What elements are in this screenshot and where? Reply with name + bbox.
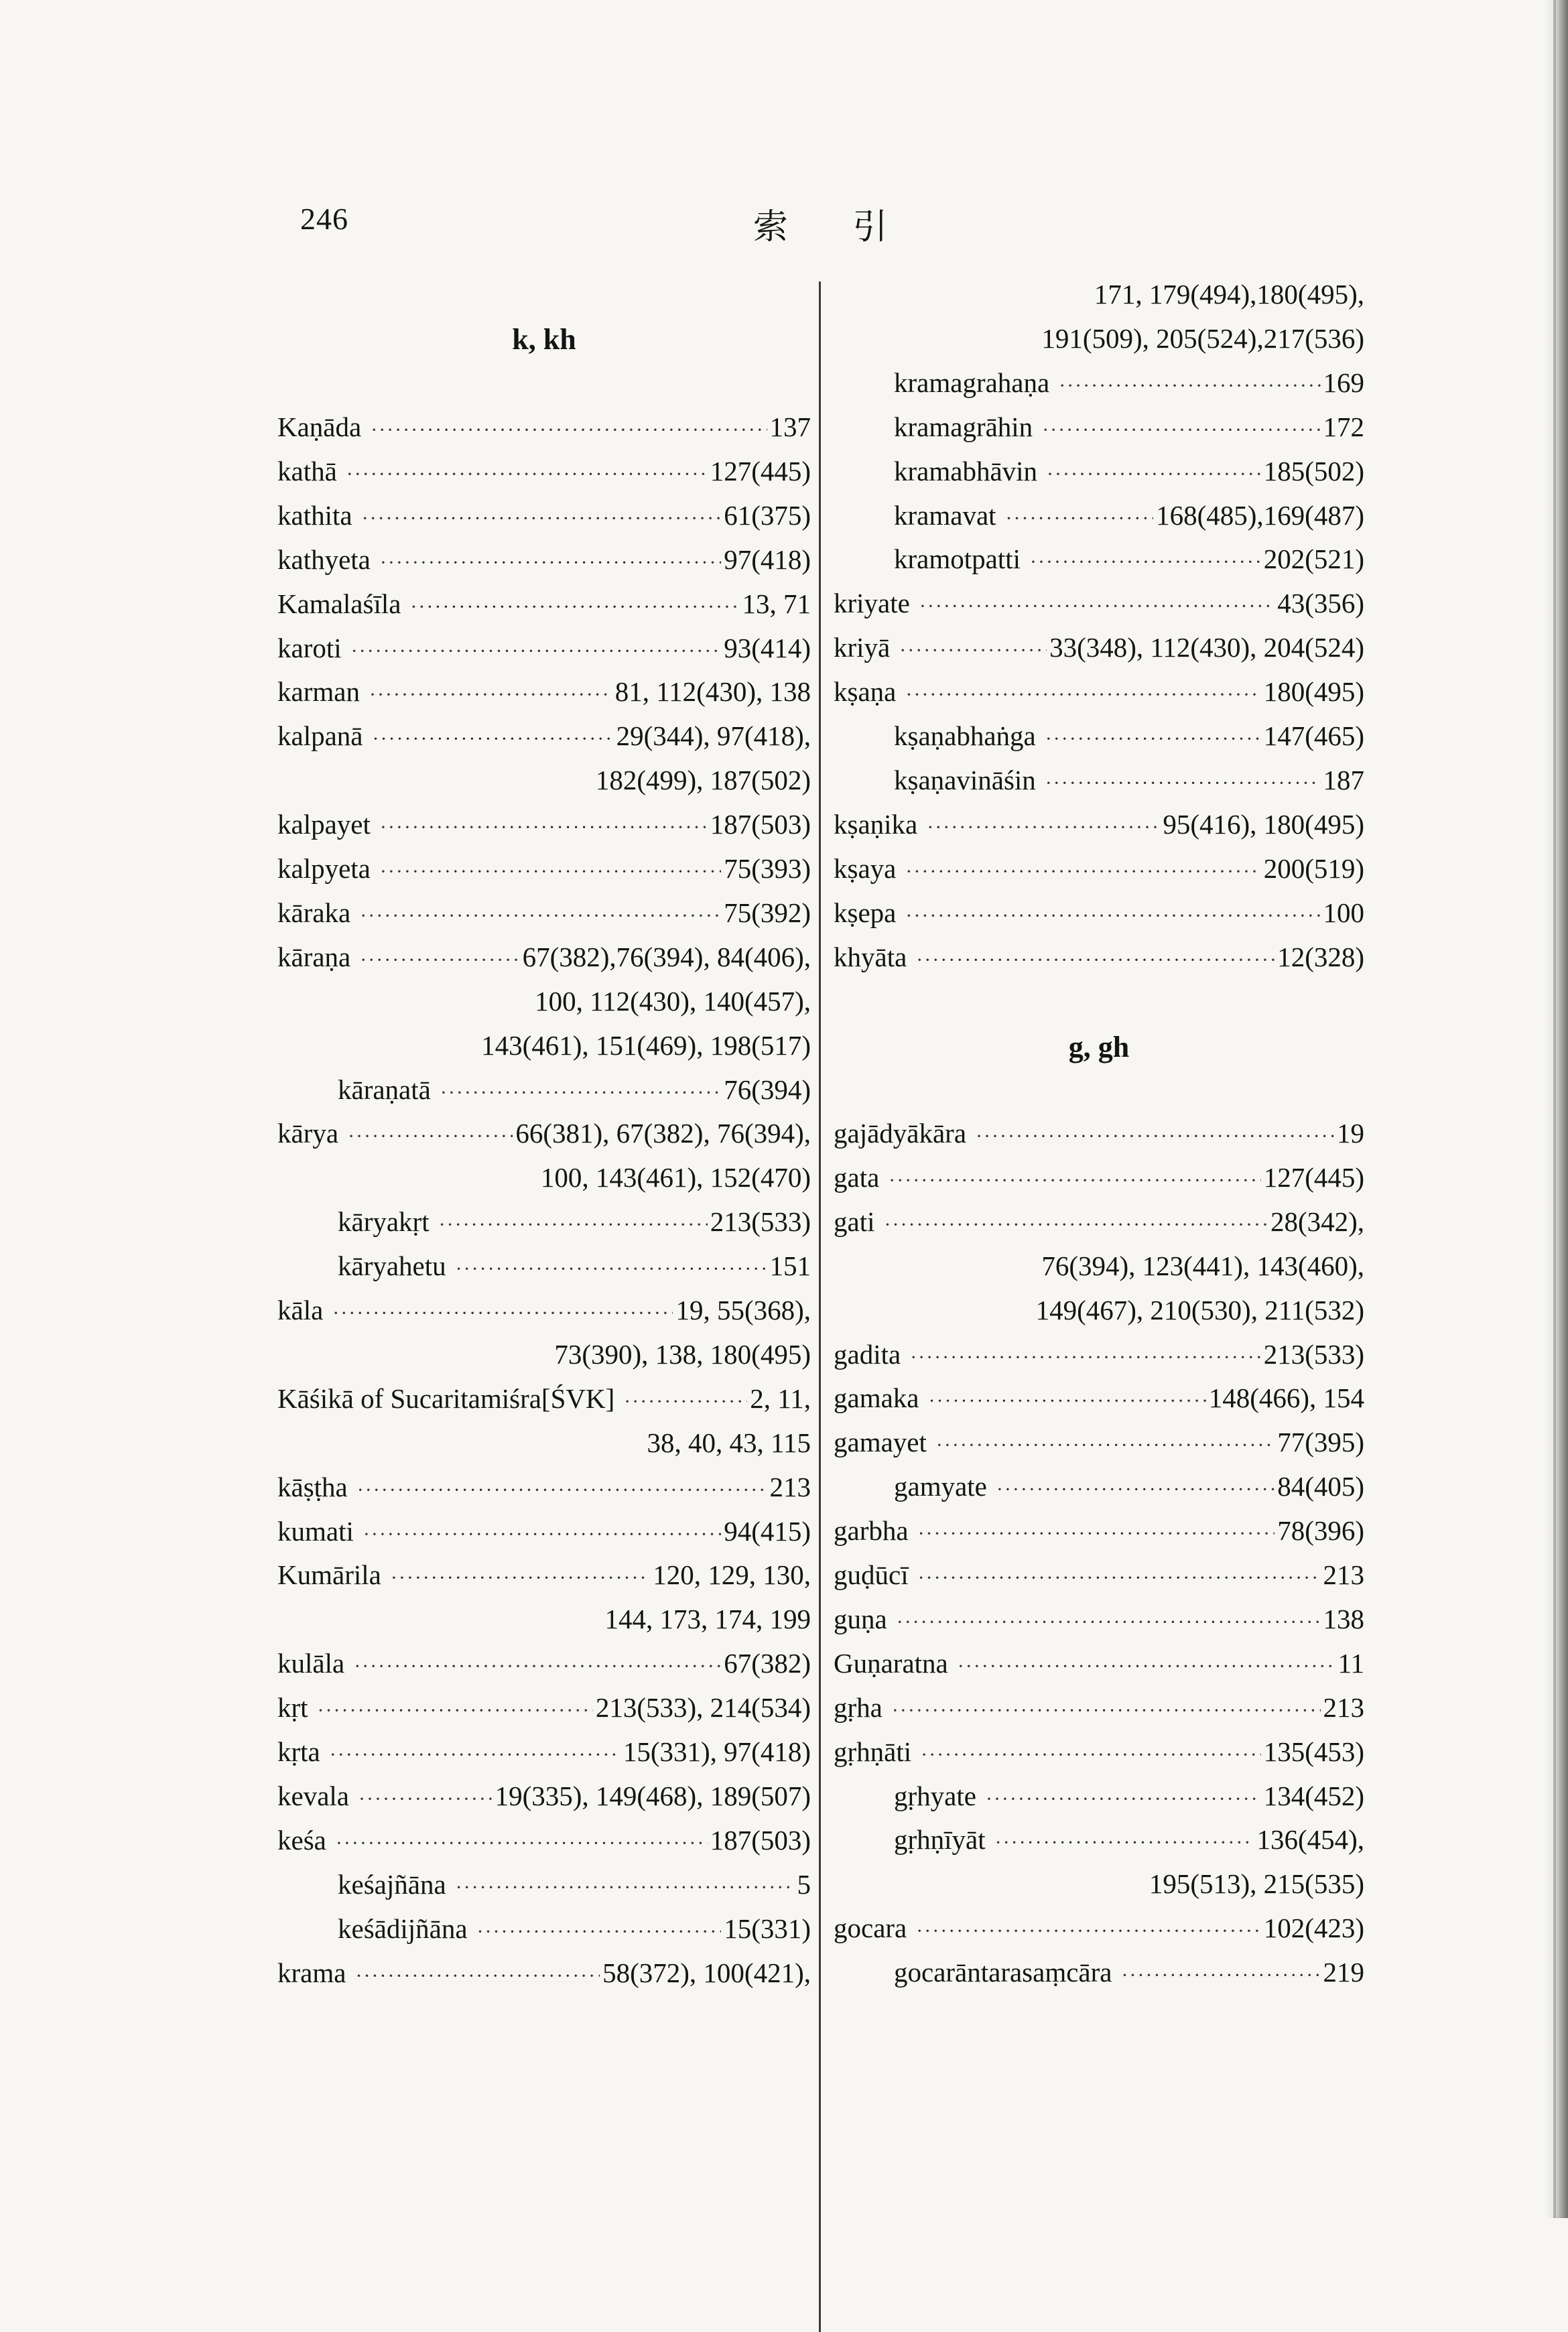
index-entry [277, 1730, 811, 1774]
index-entry-continuation: 195(513), 215(535) [1149, 1868, 1364, 1900]
leader-dots [354, 1644, 721, 1689]
index-entry [277, 1288, 811, 1332]
leader-dots [916, 938, 1275, 982]
leader-dots [897, 1600, 1321, 1644]
leader-dots [986, 1777, 1261, 1821]
leader-dots [1059, 364, 1320, 408]
leader-dots [332, 1291, 673, 1336]
leader-dots [1030, 540, 1261, 584]
page-reference: 200(519) [1263, 852, 1364, 884]
page-reference: 135(453) [1263, 1736, 1364, 1767]
index-term: Kamalaśīla [277, 588, 401, 619]
index-term: kramagrahaṇa [894, 367, 1050, 398]
index-entry [277, 626, 811, 670]
leader-dots [905, 894, 1320, 938]
index-term: kriyā [834, 632, 891, 663]
page-reference: 75(393) [724, 853, 811, 884]
leader-dots [889, 1159, 1260, 1203]
page-number: 246 [300, 202, 348, 236]
page-reference: 77(395) [1277, 1427, 1364, 1458]
leader-dots [892, 1689, 1321, 1733]
index-term: kṣaṇavināśin [894, 764, 1036, 795]
page-reference: 15(331), 97(418) [623, 1736, 811, 1767]
index-entry [834, 1508, 1364, 1553]
index-entry [277, 891, 811, 935]
index-entry [834, 1950, 1364, 1994]
leader-dots [440, 1071, 721, 1115]
index-entry [277, 669, 811, 714]
index-entry-continuation: 100, 143(461), 152(470) [540, 1162, 811, 1193]
section-heading: k, kh [512, 323, 576, 356]
leader-dots [936, 1423, 1275, 1468]
index-entry [834, 449, 1364, 493]
index-term: kṛt [277, 1692, 308, 1724]
index-entry [834, 802, 1364, 846]
leader-dots [921, 1733, 1261, 1777]
index-entry [834, 1332, 1364, 1376]
leader-dots [358, 1777, 493, 1821]
index-entry-continuation: 144, 173, 174, 199 [604, 1604, 811, 1635]
index-entry [834, 1774, 1364, 1818]
index-entry-continuation: 191(509), 205(524),217(536) [1041, 322, 1364, 354]
index-entry-continuation: 100, 112(430), 140(457), [535, 985, 811, 1017]
index-term: gocara [834, 1913, 907, 1944]
index-entry [277, 846, 811, 891]
leader-dots [346, 452, 708, 497]
leader-dots [1047, 452, 1261, 497]
index-entry [834, 1420, 1364, 1464]
leader-dots [996, 1468, 1275, 1512]
index-entry-continuation: 73(390), 138, 180(495) [554, 1338, 811, 1370]
scan-edge-line [1553, 0, 1556, 2218]
page-reference: 29(344), 97(418), [616, 720, 811, 752]
index-entry [277, 1818, 811, 1862]
index-term: kramotpatti [894, 543, 1021, 575]
page-reference: 169 [1323, 367, 1364, 398]
leader-dots [363, 1512, 721, 1557]
index-term: kāraka [277, 897, 351, 928]
index-entry [277, 1641, 811, 1685]
index-entry [277, 1906, 811, 1951]
index-entry [834, 581, 1364, 625]
leader-dots [439, 1203, 708, 1247]
index-entry [834, 891, 1364, 935]
index-entry [277, 582, 811, 626]
index-term: gṛhṇīyāt [894, 1824, 986, 1856]
leader-dots [410, 585, 739, 629]
leader-dots [318, 1689, 593, 1733]
page-reference: 28(342), [1270, 1206, 1364, 1237]
index-term: gajādyākāra [834, 1118, 967, 1149]
index-entry [277, 935, 811, 979]
index-entry [277, 1685, 811, 1730]
index-term: kathā [277, 455, 337, 487]
column-divider [819, 281, 821, 2332]
leader-dots [910, 1336, 1261, 1380]
page-reference: 5 [797, 1868, 811, 1900]
page-reference: 134(452) [1263, 1780, 1364, 1811]
index-entry [834, 758, 1364, 802]
leader-dots [1045, 717, 1261, 761]
leader-dots [380, 541, 721, 585]
leader-dots [995, 1821, 1254, 1865]
page-reference: 137 [769, 411, 811, 442]
index-entry [834, 1464, 1364, 1508]
index-term: kumati [277, 1515, 354, 1547]
index-entry [834, 1553, 1364, 1597]
page-reference: 151 [769, 1250, 811, 1282]
leader-dots [380, 805, 708, 850]
leader-dots [357, 1468, 767, 1512]
page-reference: 213 [769, 1471, 811, 1502]
leader-dots [330, 1733, 620, 1777]
page-reference: 94(415) [724, 1515, 811, 1547]
leader-dots [976, 1114, 1334, 1159]
index-term: kalpyeta [277, 853, 371, 884]
index-entry [834, 1817, 1364, 1862]
page-reference: 13, 71 [742, 588, 811, 619]
page-reference: 93(414) [724, 632, 811, 663]
page-reference: 97(418) [724, 543, 811, 575]
index-entry [834, 1200, 1364, 1244]
index-entry [277, 1465, 811, 1509]
page-reference: 19 [1337, 1118, 1364, 1149]
index-entry [277, 1067, 811, 1112]
index-term: krama [277, 1957, 346, 1988]
index-entry [277, 1111, 811, 1155]
index-term: kevala [277, 1780, 349, 1811]
section-heading: g, gh [1068, 1031, 1130, 1063]
leader-dots [477, 1910, 722, 1954]
leader-dots [362, 497, 722, 541]
index-term: Kāśikā of Sucaritamiśra[ŚVK] [277, 1382, 615, 1414]
page-reference: 187(503) [710, 1824, 811, 1856]
index-term: kāryakṛt [338, 1206, 430, 1238]
leader-dots [336, 1821, 708, 1866]
page-reference: 168(485),169(487) [1156, 499, 1364, 531]
leader-dots [958, 1644, 1335, 1689]
leader-dots [927, 805, 1160, 850]
leader-dots [391, 1556, 650, 1600]
index-term: karman [277, 676, 360, 708]
page-reference: 15(331) [724, 1913, 811, 1944]
index-entry [277, 493, 811, 537]
leader-dots [919, 584, 1275, 629]
page-reference: 19(335), 149(468), 189(507) [495, 1780, 811, 1811]
leader-dots [380, 850, 721, 894]
index-entry [277, 1774, 811, 1818]
index-term: kalpayet [277, 809, 371, 840]
index-term: kulāla [277, 1648, 345, 1679]
index-entry [834, 625, 1364, 669]
index-entry [834, 669, 1364, 714]
page-reference: 219 [1323, 1957, 1364, 1988]
leader-dots [456, 1247, 767, 1291]
page-reference: 127(445) [1263, 1161, 1364, 1193]
index-term: kathyeta [277, 543, 371, 575]
index-entry [277, 449, 811, 493]
page-reference: 213 [1323, 1691, 1364, 1723]
page-reference: 180(495) [1263, 676, 1364, 708]
page-reference: 12(328) [1277, 941, 1364, 972]
index-term: gṛha [834, 1691, 883, 1723]
page-reference: 213 [1323, 1559, 1364, 1590]
leader-dots [916, 1909, 1260, 1953]
index-term: Guṇaratna [834, 1647, 948, 1679]
index-term: kṣaya [834, 852, 897, 884]
page-reference: 67(382),76(394), 84(406), [522, 941, 811, 972]
leader-dots [351, 629, 722, 673]
page-reference: 95(416), 180(495) [1163, 808, 1364, 840]
index-entry [834, 1111, 1364, 1155]
index-term: kriyate [834, 588, 910, 619]
index-term: guṇa [834, 1603, 887, 1634]
page-reference: 67(382) [724, 1648, 811, 1679]
page-reference: 43(356) [1277, 588, 1364, 619]
index-entry [277, 1951, 811, 1995]
leader-dots [918, 1556, 1321, 1600]
index-entry [834, 1906, 1364, 1950]
index-term: kṣaṇabhaṅga [894, 720, 1036, 751]
page-reference: 102(423) [1263, 1913, 1364, 1944]
index-entry [834, 1685, 1364, 1730]
page-reference: 66(381), 67(382), 76(394), [515, 1118, 811, 1149]
index-term: gocarāntarasaṃcāra [894, 1957, 1112, 1988]
page-reference: 185(502) [1263, 455, 1364, 487]
page-reference: 78(396) [1277, 1515, 1364, 1547]
page-reference: 213(533), 214(534) [595, 1692, 811, 1724]
index-term: kalpanā [277, 720, 363, 752]
scan-edge-shadow [1544, 0, 1568, 2218]
index-term: karoti [277, 632, 342, 663]
leader-dots [899, 629, 1047, 673]
page-reference: 187 [1323, 764, 1364, 795]
leader-dots [1121, 1953, 1320, 1998]
index-entry [277, 1200, 811, 1244]
leader-dots [905, 850, 1260, 894]
page-reference: 76(394) [724, 1074, 811, 1105]
index-entry [834, 1155, 1364, 1200]
page-reference: 172 [1323, 411, 1364, 442]
leader-dots [1045, 761, 1321, 805]
index-entry-continuation: 149(467), 210(530), 211(532) [1035, 1294, 1364, 1325]
leader-dots [360, 938, 519, 982]
page-reference: 213(533) [710, 1206, 811, 1238]
index-entry [277, 802, 811, 846]
leader-dots [360, 894, 721, 938]
page-reference: 136(454), [1256, 1824, 1364, 1856]
leader-dots [918, 1512, 1275, 1556]
index-term: kāraṇatā [338, 1074, 431, 1105]
index-term: kāraṇa [277, 941, 351, 972]
leader-dots [348, 1114, 513, 1159]
index-term: garbha [834, 1515, 909, 1547]
index-entry-continuation: 143(461), 151(469), 198(517) [481, 1029, 811, 1061]
page-reference: 148(466), 154 [1208, 1382, 1364, 1414]
index-term: kṣepa [834, 897, 897, 928]
index-term: gati [834, 1206, 875, 1237]
running-head: 索 引 [753, 207, 915, 247]
index-term: kramavat [894, 499, 996, 531]
page-reference: 11 [1337, 1647, 1364, 1679]
index-entry [277, 1244, 811, 1288]
page-reference: 120, 129, 130, [653, 1559, 811, 1591]
index-entry [277, 1376, 811, 1421]
index-entry [834, 1730, 1364, 1774]
index-entry [834, 1597, 1364, 1641]
index-term: guḍūcī [834, 1559, 909, 1590]
index-term: kṣaṇika [834, 808, 918, 840]
page-reference: 61(375) [724, 499, 811, 531]
index-term: kṣaṇa [834, 676, 897, 708]
index-entry-continuation: 38, 40, 43, 115 [647, 1427, 811, 1458]
leader-dots [905, 673, 1260, 717]
index-entry [834, 935, 1364, 979]
leader-dots [624, 1380, 747, 1424]
leader-dots [372, 717, 613, 761]
page-reference: 127(445) [710, 455, 811, 487]
index-term: kathita [277, 499, 352, 531]
index-entry-continuation: 76(394), 123(441), 143(460), [1041, 1250, 1364, 1281]
index-entry-continuation: 171, 179(494),180(495), [1094, 279, 1364, 310]
index-entry [277, 1862, 811, 1906]
page-reference: 33(348), 112(430), 204(524) [1049, 632, 1364, 663]
index-entry [834, 846, 1364, 891]
index-term: kāṣṭha [277, 1471, 348, 1502]
index-entry [277, 714, 811, 758]
index-entry [834, 405, 1364, 449]
index-term: Kumārila [277, 1559, 381, 1591]
index-term: gamaka [834, 1382, 919, 1414]
page-reference: 100 [1323, 897, 1364, 928]
index-term: gṛhyate [894, 1780, 976, 1811]
index-entry [834, 537, 1364, 581]
page-reference: 147(465) [1263, 720, 1364, 751]
leader-dots [456, 1866, 795, 1910]
index-term: kramagrāhin [894, 411, 1033, 442]
index-term: gamyate [894, 1471, 987, 1502]
page-reference: 81, 112(430), 138 [614, 676, 811, 708]
leader-dots [355, 1954, 600, 1998]
index-entry [277, 1553, 811, 1597]
index-term: kārya [277, 1118, 339, 1149]
leader-dots [369, 673, 612, 717]
index-entry [834, 361, 1364, 405]
index-term: gṛhṇāti [834, 1736, 912, 1767]
index-term: gadita [834, 1338, 901, 1370]
index-term: khyāta [834, 941, 907, 972]
leader-dots [1042, 408, 1320, 452]
index-entry [834, 493, 1364, 537]
index-entry [277, 537, 811, 582]
page-reference: 84(405) [1277, 1471, 1364, 1502]
index-entry [834, 1641, 1364, 1685]
page-reference: 202(521) [1263, 543, 1364, 575]
leader-dots [1006, 497, 1154, 541]
index-term: kramabhāvin [894, 455, 1038, 487]
page-reference: 187(503) [710, 809, 811, 840]
page-reference: 213(533) [1263, 1338, 1364, 1370]
page-reference: 2, 11, [750, 1382, 811, 1414]
index-entry [834, 1376, 1364, 1420]
index-term: gata [834, 1161, 880, 1193]
page-reference: 19, 55(368), [675, 1295, 811, 1325]
index-term: kāryahetu [338, 1250, 446, 1282]
page-reference: 75(392) [724, 897, 811, 928]
index-term: keśādijñāna [338, 1913, 468, 1944]
index-entry-continuation: 182(499), 187(502) [595, 765, 811, 796]
index-term: gamayet [834, 1427, 927, 1458]
index-entry [834, 714, 1364, 758]
index-term: kāla [277, 1295, 324, 1325]
leader-dots [928, 1379, 1205, 1423]
index-term: Kaṇāda [277, 411, 362, 442]
leader-dots [884, 1203, 1267, 1247]
index-entry [277, 1509, 811, 1553]
index-entry [277, 405, 811, 449]
index-term: keśajñāna [338, 1868, 446, 1900]
page-reference: 58(372), 100(421), [602, 1957, 811, 1988]
index-term: kṛta [277, 1736, 320, 1767]
index-term: keśa [277, 1824, 326, 1856]
page-reference: 138 [1323, 1603, 1364, 1634]
leader-dots [371, 408, 767, 452]
